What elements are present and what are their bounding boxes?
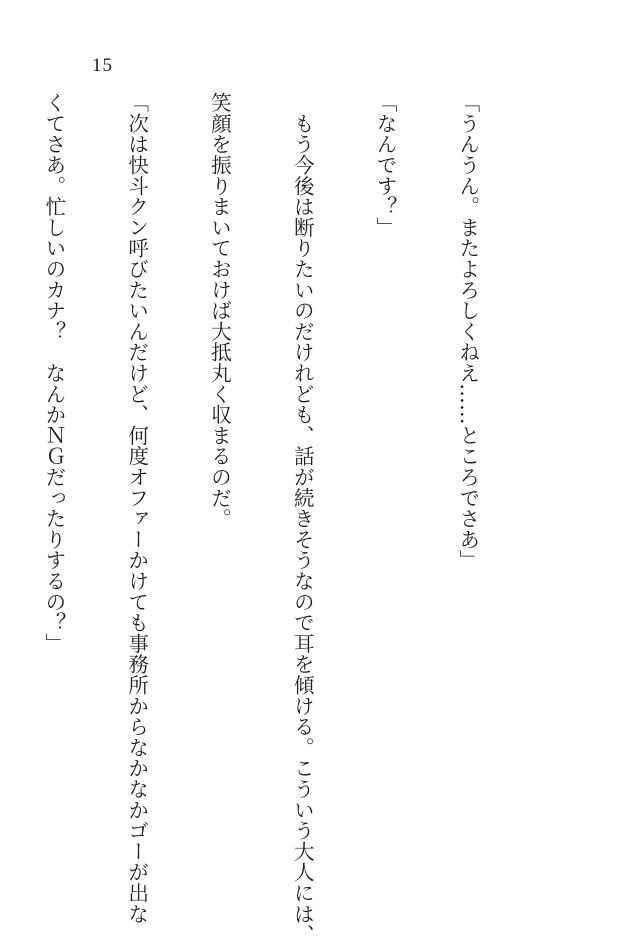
text-line: 笑顔を振りまいておけば大抵丸く収まるのだ。 xyxy=(207,92,232,529)
novel-text xyxy=(41,92,536,945)
text-line: くてさあ。忙しいのカナ？ なんかＮＧだったりするの？」 xyxy=(41,92,66,654)
text-line: もう今後は断りたいのだけれども、話が続きそうなので耳を傾ける。こういう大人には、 xyxy=(290,92,315,945)
page-number: 15 xyxy=(92,55,113,76)
text-line: 「うんうん。またよろしくねえ……ところでさあ」 xyxy=(455,92,480,571)
text-line: 「次は快斗クン呼びたいんだけど、何度オファーかけても事務所からなかなかゴーが出な xyxy=(124,92,149,924)
text-line: 「なんです？」 xyxy=(373,92,398,238)
